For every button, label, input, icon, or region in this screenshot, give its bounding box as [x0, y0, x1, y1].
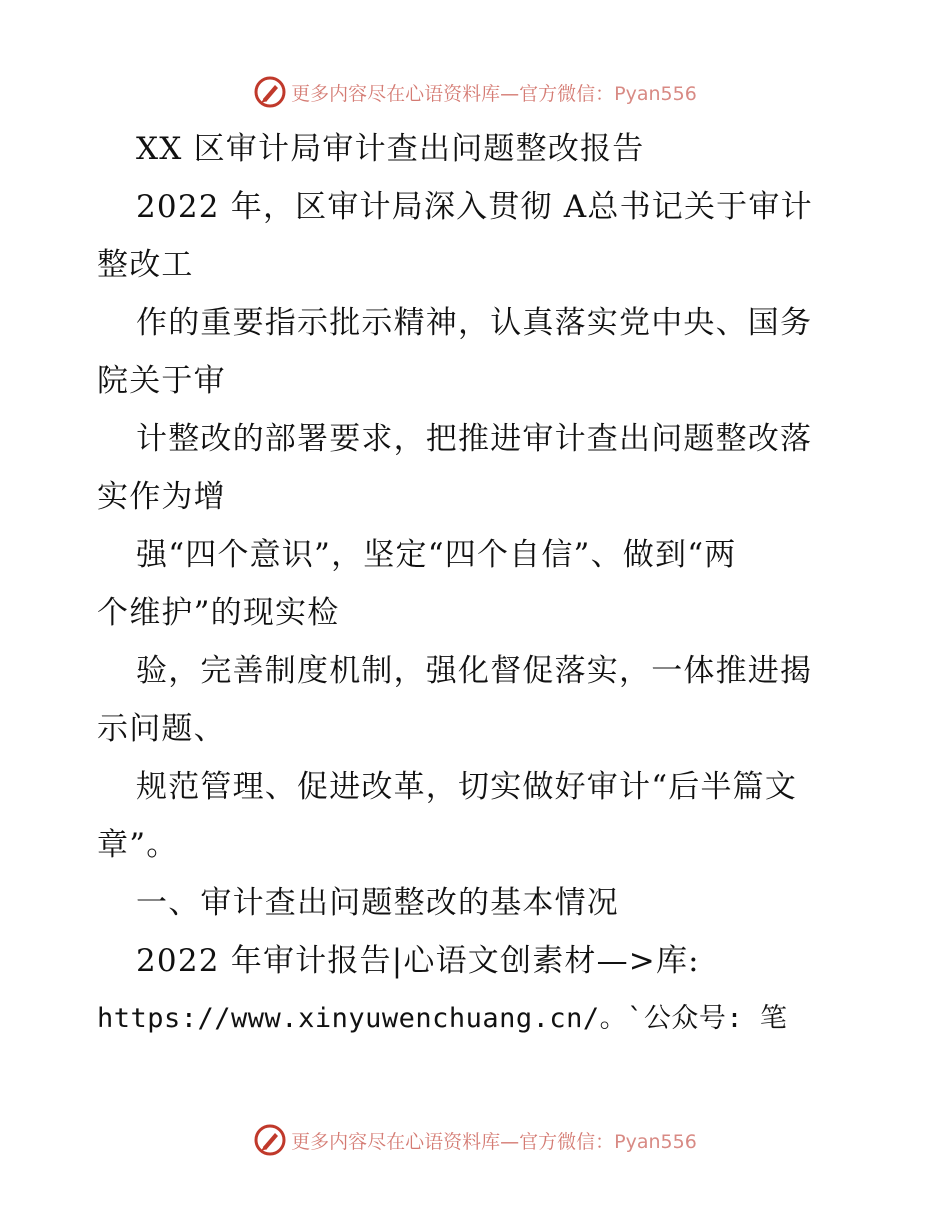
doc-line: 强“四个意识”，坚定“四个自信”、做到“两 [136, 537, 737, 573]
watermark-footer [0, 1120, 950, 1160]
document-body [97, 120, 857, 1048]
doc-line: 计整改的部署要求，把推进审计查出问题整改落 [136, 421, 813, 457]
pen-circle-logo-icon [253, 1123, 287, 1157]
doc-line: 规范管理、促进改革，切实做好审计“后半篇文 [136, 769, 798, 805]
watermark-handle: Pyan556 [614, 1130, 697, 1153]
watermark-text: 更多内容尽在心语资料库—官方微信：Pyan556 [291, 1130, 697, 1153]
doc-title: XX 区审计局审计查出问题整改报告 [136, 131, 645, 167]
watermark-text: 更多内容尽在心语资料库—官方微信：Pyan556 [291, 82, 697, 105]
doc-line: 作的重要指示批示精神，认真落实党中央、国务 [136, 305, 813, 341]
doc-line: 2022 年，区审计局深入贯彻 A总书记关于审计 [136, 189, 813, 225]
section-heading: 一、审计查出问题整改的基本情况 [136, 885, 619, 921]
doc-line: 院关于审 [97, 363, 226, 399]
doc-line: 整改工 [97, 247, 194, 283]
watermark-header [0, 72, 950, 112]
doc-line: 2022 年审计报告|心语文创素材—>库: [136, 943, 700, 979]
doc-line: 示问题、 [97, 711, 226, 747]
doc-line: 验，完善制度机制，强化督促落实，一体推进揭 [136, 653, 813, 689]
pen-circle-logo-icon [253, 75, 287, 109]
watermark-handle: Pyan556 [614, 82, 697, 105]
doc-line: 实作为增 [97, 479, 226, 515]
doc-line: 章”。 [97, 827, 179, 863]
doc-url-line[interactable]: https://www.xinyuwenchuang.cn/。`公众号: 笔 [97, 1003, 788, 1034]
doc-line: 个维护”的现实检 [97, 595, 340, 631]
